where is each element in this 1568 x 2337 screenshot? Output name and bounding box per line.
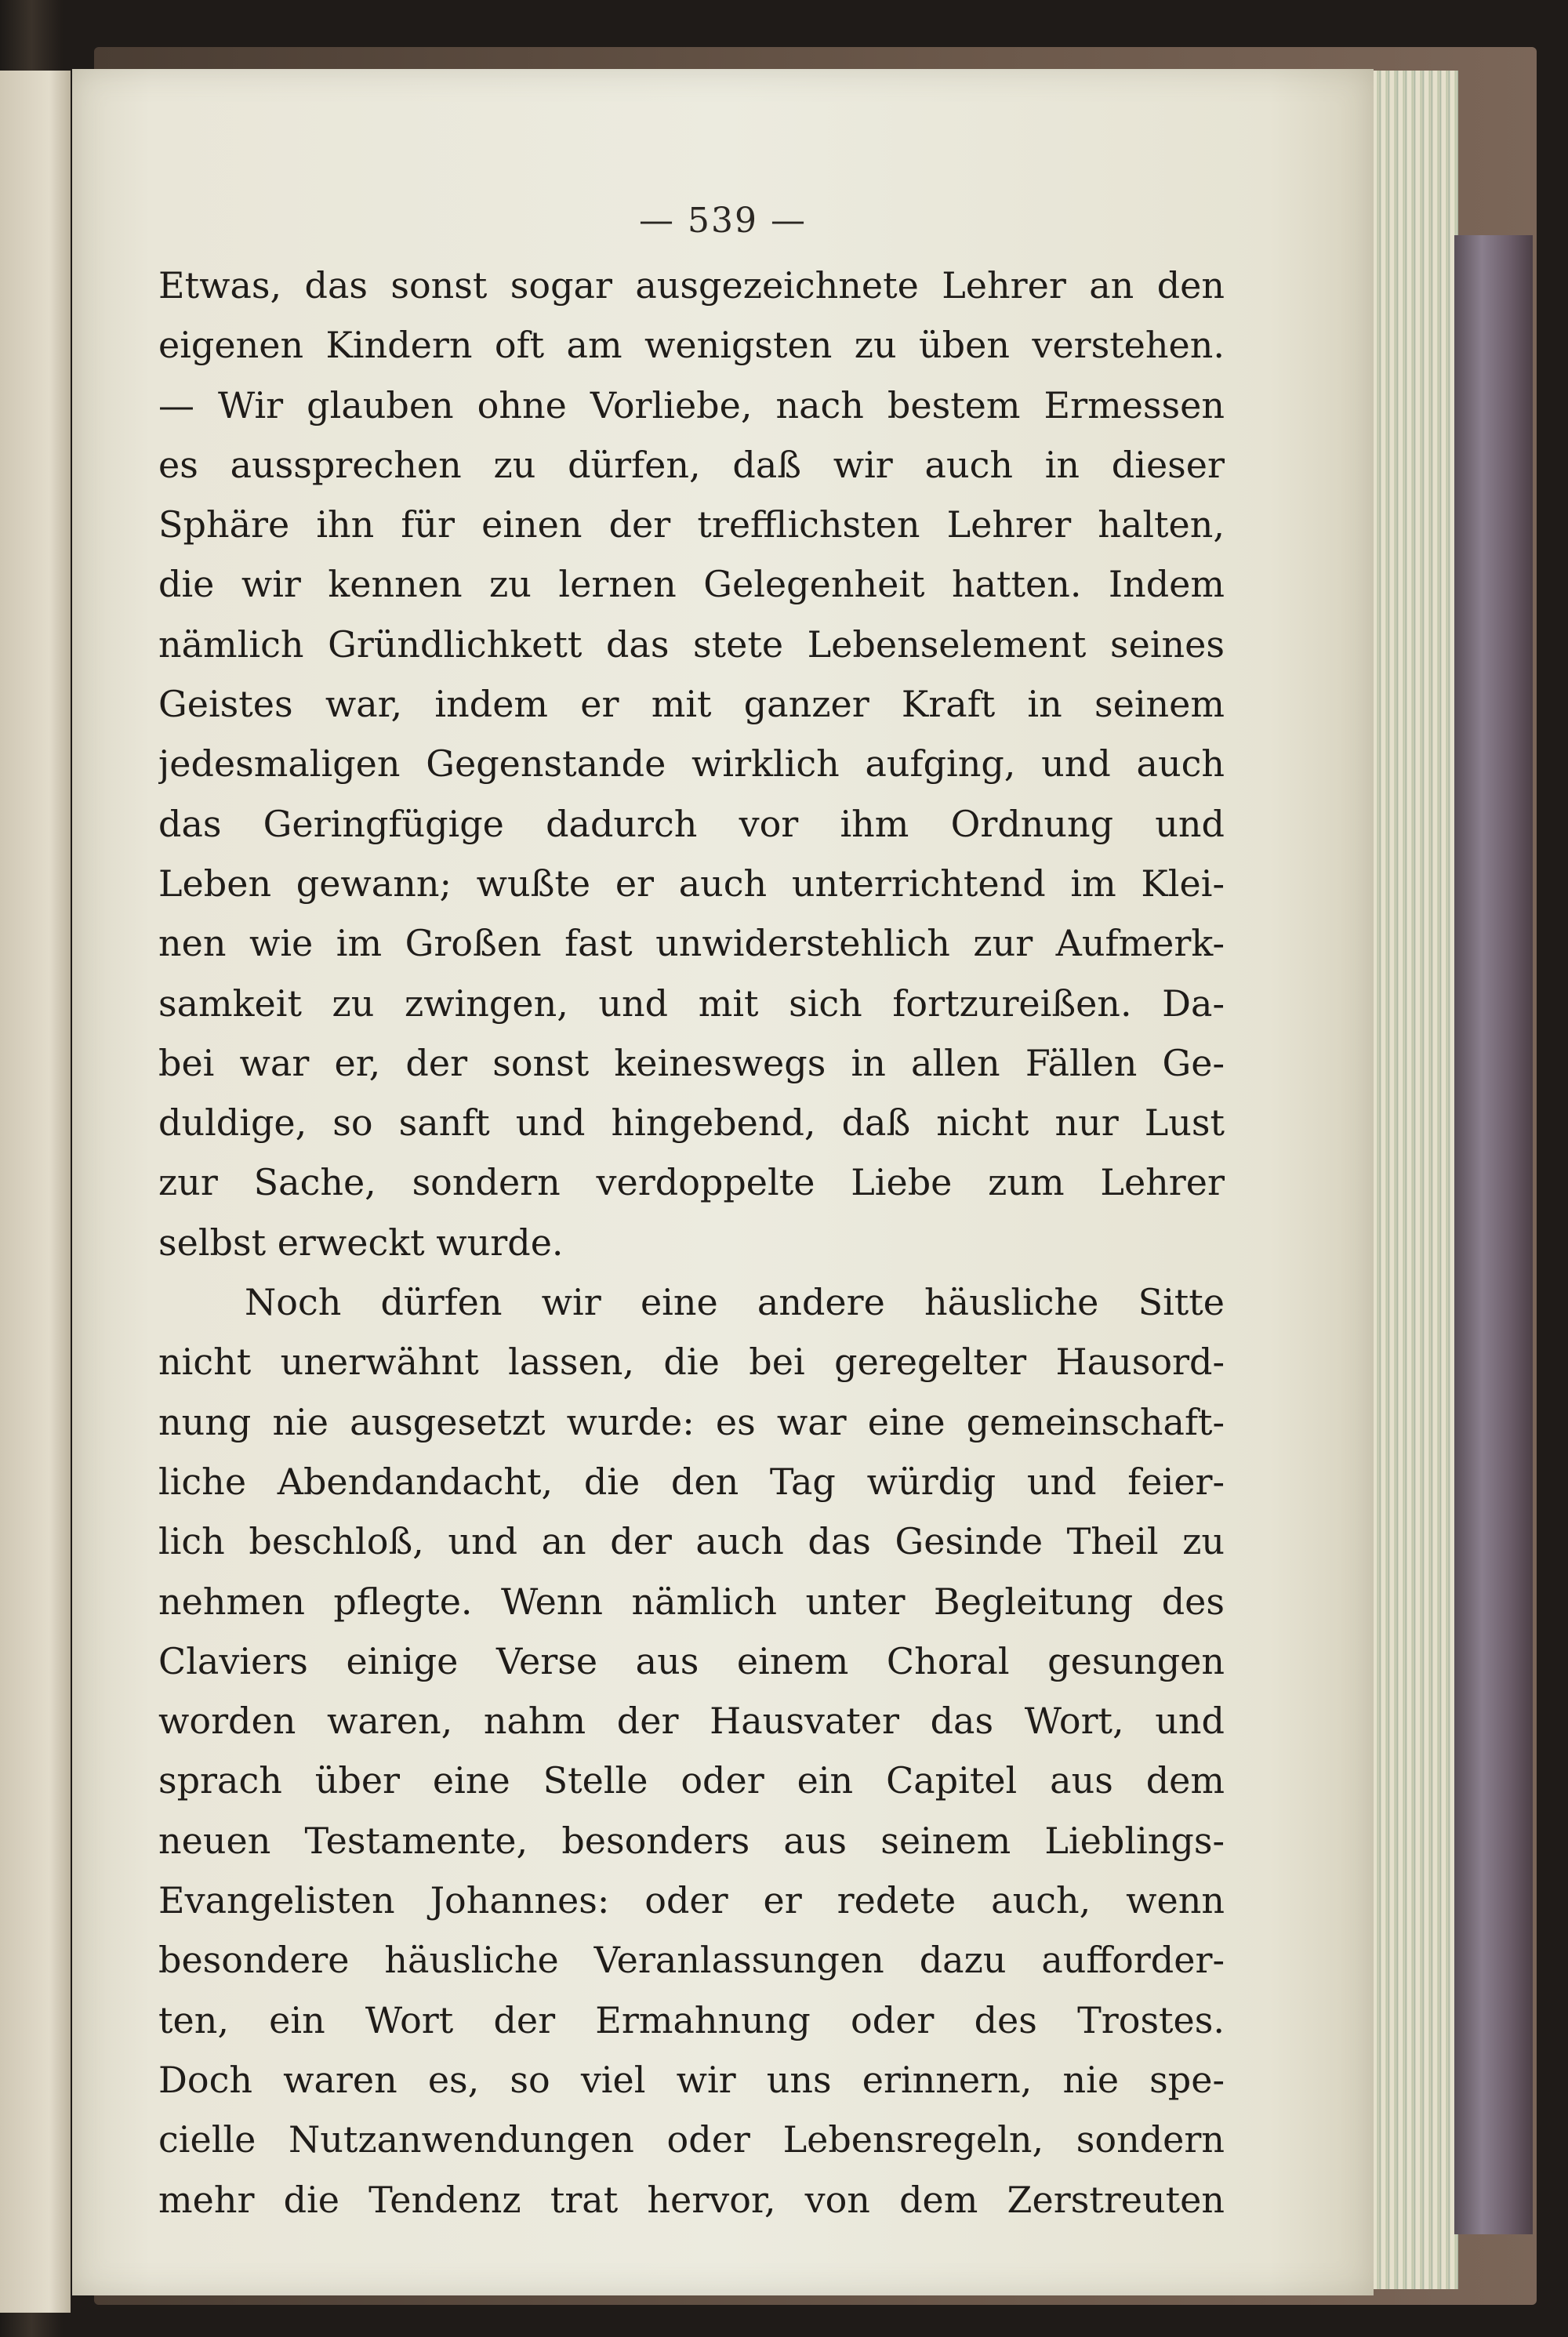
- text-line: nicht unerwähnt lassen, die bei geregelter Hausord-: [158, 1341, 1225, 1384]
- text-line: Sphäre ihn für einen der trefflichsten Lehrer halten,: [158, 503, 1225, 546]
- text-line: — Wir glauben ohne Vorliebe, nach bestem Ermessen: [158, 383, 1225, 426]
- page-text: [158, 256, 1225, 2230]
- text-line: die wir kennen zu lernen Gelegenheit hatten. Indem: [158, 563, 1225, 606]
- text-line: worden waren, nahm der Hausvater das Wort, und: [158, 1700, 1225, 1743]
- text-line: Leben gewann; wußte er auch unterrichtend im Klei-: [158, 862, 1225, 905]
- text-line: Evangelisten Johannes: oder er redete auch, wenn: [158, 1879, 1225, 1922]
- text-line: bei war er, der sonst keineswegs in allen Fällen Ge-: [158, 1041, 1225, 1084]
- text-line: nen wie im Großen fast unwiderstehlich zur Aufmerk-: [158, 922, 1225, 965]
- text-line: Noch dürfen wir eine andere häusliche Sitte: [245, 1281, 1225, 1324]
- text-line: nehmen pflegte. Wenn nämlich unter Begleitung des: [158, 1580, 1225, 1623]
- text-line: Geistes war, indem er mit ganzer Kraft in seinem: [158, 683, 1225, 726]
- text-line: zur Sache, sondern verdoppelte Liebe zum Lehrer: [158, 1161, 1225, 1204]
- text-line: Claviers einige Verse aus einem Choral gesungen: [158, 1639, 1225, 1682]
- text-line: liche Abendandacht, die den Tag würdig und feier-: [158, 1460, 1225, 1503]
- text-line: selbst erweckt wurde.: [158, 1221, 564, 1264]
- page-number: — 539 —: [639, 201, 807, 241]
- text-line: duldige, so sanft und hingebend, daß nicht nur Lust: [158, 1101, 1225, 1145]
- text-line: besondere häusliche Veranlassungen dazu aufforder-: [158, 1939, 1225, 1982]
- text-line: Etwas, das sonst sogar ausgezeichnete Lehrer an den: [158, 264, 1225, 307]
- text-line: nung nie ausgesetzt wurde: es war eine gemeinschaft-: [158, 1400, 1225, 1443]
- text-line: eigenen Kindern oft am wenigsten zu üben verstehen.: [158, 324, 1225, 367]
- text-line: sprach über eine Stelle oder ein Capitel aus dem: [158, 1759, 1225, 1802]
- text-line: es aussprechen zu dürfen, daß wir auch in dieser: [158, 443, 1225, 486]
- text-line: mehr die Tendenz trat hervor, von dem Zerstreuten: [158, 2178, 1225, 2221]
- text-line: neuen Testamente, besonders aus seinem Lieblings-: [158, 1819, 1225, 1862]
- text-line: lich beschloß, und an der auch das Gesinde Theil zu: [158, 1520, 1225, 1563]
- text-line: jedesmaligen Gegenstande wirklich aufging, und auch: [158, 742, 1225, 786]
- text-line: cielle Nutzanwendungen oder Lebensregeln, sondern: [158, 2118, 1225, 2161]
- text-line: nämlich Gründlichkett das stete Lebenselement seines: [158, 622, 1225, 666]
- text-line: Doch waren es, so viel wir uns erinnern, nie spe-: [158, 2058, 1225, 2101]
- text-line: das Geringfügige dadurch vor ihm Ordnung und: [158, 802, 1225, 845]
- book-page: [72, 69, 1374, 2295]
- cover-cloth: [1454, 235, 1533, 2234]
- text-line: samkeit zu zwingen, und mit sich fortzureißen. Da-: [158, 982, 1225, 1025]
- text-line: ten, ein Wort der Ermahnung oder des Trostes.: [158, 1998, 1225, 2041]
- facing-page-edge: [0, 71, 71, 2313]
- page-edges: [1364, 71, 1458, 2289]
